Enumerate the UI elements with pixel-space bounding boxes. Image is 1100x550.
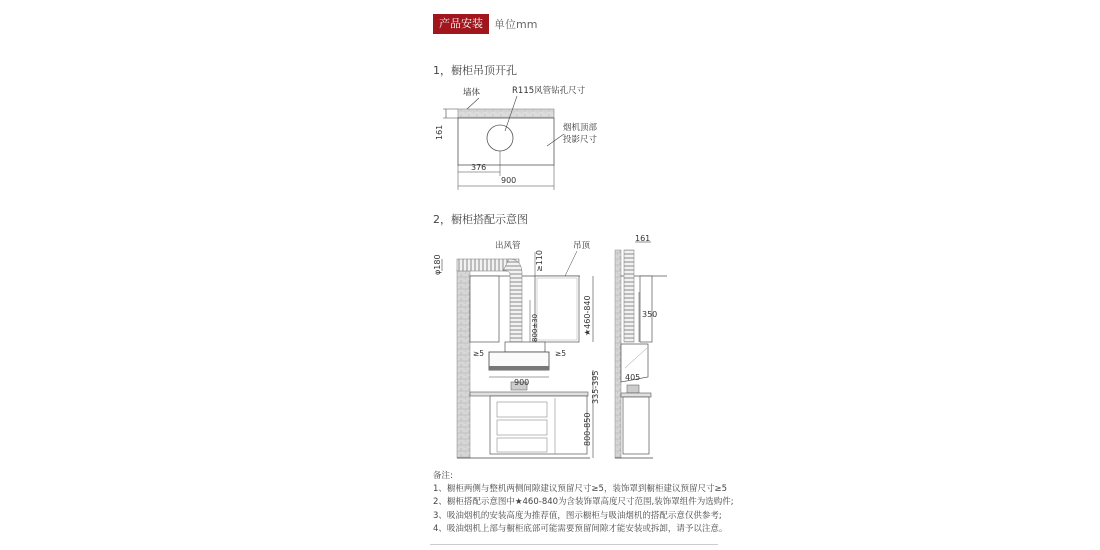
dim-side-right: ≥5 — [555, 349, 567, 358]
bottom-divider — [430, 544, 718, 545]
install-badge: 产品安装 — [433, 14, 489, 34]
wall-label: 墙体 — [463, 88, 481, 98]
countertop — [470, 392, 588, 396]
projection-label-2: 投影尺寸 — [563, 135, 598, 145]
duct-hole — [487, 125, 513, 151]
dim-side-depth: 161 — [635, 234, 651, 243]
dim-side-left: ≥5 — [473, 349, 485, 358]
dim-side-405: 405 — [625, 373, 641, 382]
section-header — [433, 14, 537, 34]
dim-hood-to-counter: 335-395 — [591, 370, 600, 404]
hood-cover — [505, 342, 545, 352]
side-pot — [627, 385, 639, 393]
dim-center: 376 — [471, 163, 487, 172]
note-item-2: 2、橱柜搭配示意图中★460-840为含装饰罩高度尺寸范围,装饰罩组件为选购件; — [433, 497, 734, 508]
hole-size-label: R115风管钻孔尺寸 — [512, 86, 586, 96]
dim-top-gap: ≥110 — [535, 250, 544, 272]
note-item-1: 1、橱柜两侧与整机两侧间隙建议预留尺寸≥5，装饰罩到橱柜建议预留尺寸≥5 — [433, 484, 727, 495]
front-wall — [457, 270, 470, 458]
section1-title: 1，橱柜吊顶开孔 — [433, 64, 517, 77]
dim-hood-height: 800±30 — [531, 313, 539, 342]
ceiling-label: 吊顶 — [573, 241, 591, 251]
notes-block — [433, 470, 734, 536]
side-wall — [615, 250, 621, 458]
unit-label: 单位mm — [494, 18, 538, 31]
vertical-duct — [503, 259, 522, 342]
side-lower-cabinet — [623, 397, 649, 454]
upper-cabinet-left — [470, 276, 499, 342]
dim-cabinet-height: ★460-840 — [583, 295, 592, 336]
duct-label: 出风管 — [495, 241, 521, 251]
lower-cabinet — [490, 396, 587, 454]
note-item-3: 3、吸油烟机的安装高度为推荐值，图示橱柜与吸油烟机的搭配示意仅供参考; — [433, 510, 722, 521]
upper-cabinet-right — [535, 276, 579, 342]
dim-depth: 161 — [435, 124, 444, 140]
dim-hood-width: 900 — [514, 378, 530, 387]
side-upper-cabinet — [640, 276, 652, 342]
cabinet-arrangement-diagram — [425, 232, 685, 462]
note-item-4: 4、吸油烟机上部与橱柜底部可能需要预留间隙才能安装或拆卸，请予以注意。 — [433, 523, 728, 534]
dim-side-350: 350 — [642, 310, 658, 319]
wall-strip — [458, 109, 554, 118]
projection-label-1: 烟机顶部 — [563, 123, 598, 133]
dim-phi: φ180 — [433, 254, 442, 275]
ceiling-hole-diagram — [425, 78, 625, 193]
notes-heading: 备注: — [433, 471, 453, 481]
dim-width: 900 — [501, 176, 517, 185]
dim-counter-height: 800-850 — [583, 412, 592, 446]
section2-title: 2，橱柜搭配示意图 — [433, 213, 528, 226]
side-counter — [621, 393, 651, 397]
side-duct — [624, 250, 634, 342]
